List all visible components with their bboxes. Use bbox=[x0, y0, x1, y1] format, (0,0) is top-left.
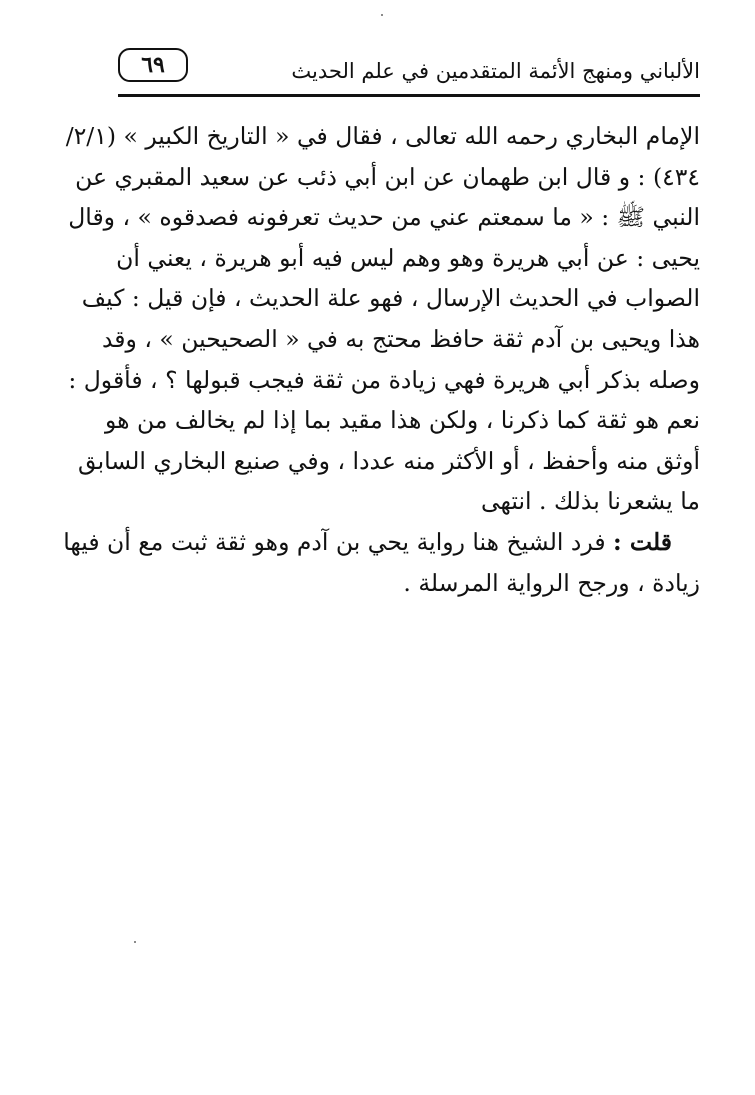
text-line: نعم هو ثقة كما ذكرنا ، ولكن هذا مقيد بما إذا لم يخالف من هو bbox=[104, 406, 700, 435]
comment-text: فرد الشيخ هنا رواية يحي بن آدم وهو ثقة ثبت مع أن فيها bbox=[63, 527, 614, 556]
text-line: هذا ويحيى بن آدم ثقة حافظ محتج به في « الصحيحين » ، وقد bbox=[101, 324, 700, 353]
text-line: يحيى : عن أبي هريرة وهو وهم ليس فيه أبو هريرة ، يعني أن bbox=[116, 243, 700, 272]
running-title: الألباني ومنهج الأئمة المتقدمين في علم الحديث bbox=[291, 59, 700, 83]
page-number-text: ٦٩ bbox=[141, 52, 165, 78]
page-header bbox=[118, 42, 700, 96]
text-line: ما يشعرنا بذلك . انتهى bbox=[480, 487, 700, 516]
text-line: وصله بذكر أبي هريرة فهي زيادة من ثقة فيجب قبولها ؟ ، فأقول : bbox=[68, 365, 700, 394]
text-line: ٤٣٤) : و قال ابن طهمان عن ابن أبي ذئب عن سعيد المقبري عن bbox=[75, 162, 700, 191]
scan-speck bbox=[381, 14, 383, 16]
text-line: الإمام البخاري رحمه الله تعالى ، فقال في « التاريخ الكبير » (٢/١/ bbox=[65, 122, 700, 150]
body-text bbox=[63, 116, 700, 603]
text-line: النبي ﷺ : « ما سمعتم عني من حديث تعرفونه فصدقوه » ، وقال bbox=[68, 203, 700, 232]
page-number bbox=[118, 48, 188, 82]
text-line: الصواب في الحديث الإرسال ، فهو علة الحديث ، فإن قيل : كيف bbox=[81, 284, 700, 313]
comment-line bbox=[63, 522, 700, 563]
header-divider bbox=[118, 94, 700, 97]
comment-line: زيادة ، ورجح الرواية المرسلة . bbox=[403, 568, 700, 597]
comment-lead: قلت : bbox=[613, 527, 672, 556]
text-line: أوثق منه وأحفظ ، أو الأكثر منه عددا ، وفي صنيع البخاري السابق bbox=[77, 446, 700, 475]
scan-speck bbox=[134, 941, 136, 943]
